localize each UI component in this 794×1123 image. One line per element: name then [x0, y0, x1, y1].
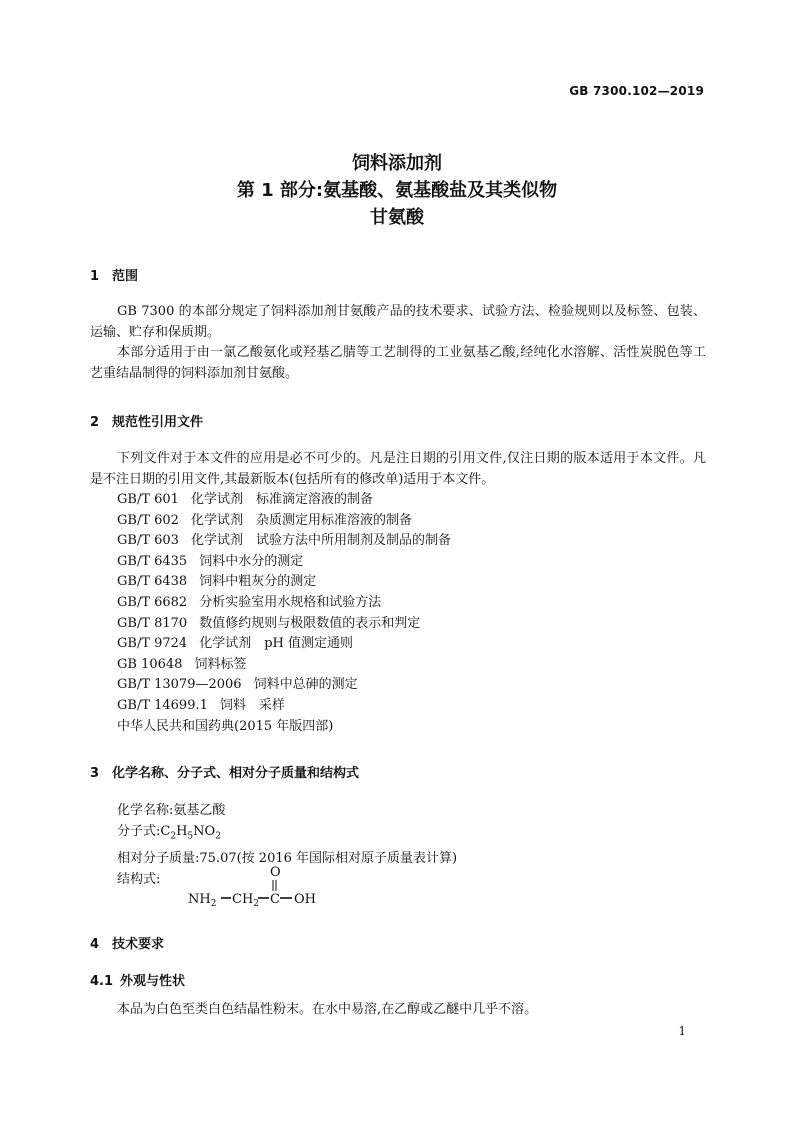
reference-code: GB/T 14699.1 [117, 697, 208, 713]
reference-title: 饲料中水分的测定 [199, 553, 304, 569]
reference-item [117, 552, 451, 573]
reference-title: 化学试剂 pH 值测定通则 [199, 636, 354, 652]
methylene-group: $CH_2$ [232, 892, 260, 909]
molecular-weight-label: 相对分子质量: [117, 850, 200, 866]
section-3-heading [90, 762, 359, 781]
section-title: 规范性引用文件 [112, 415, 204, 430]
reference-item [117, 717, 451, 738]
section-1-paragraph-2: 本部分适用于由一氯乙酸氨化或羟基乙腈等工艺制得的工业氨基乙酸,经纯化水溶解、活性炭脱色等工艺重结晶制得的饲料添加剂甘氨酸。 [90, 345, 706, 381]
reference-code: GB/T 6435 [117, 553, 188, 569]
reference-title: 饲料中总砷的测定 [253, 677, 358, 693]
chemical-name-label: 化学名称: [117, 803, 174, 818]
reference-title: 饲料 采样 [219, 697, 285, 713]
section-title: 化学名称、分子式、相对分子质量和结构式 [112, 766, 360, 781]
section-4-1-paragraph: 本品为白色至类白色结晶性粉末。在水中易溶,在乙醇或乙醚中几乎不溶。 [117, 1002, 538, 1017]
section-1-paragraph-1: GB 7300 的本部分规定了饲料添加剂甘氨酸产品的技术要求、试验方法、检验规则以及标签、包装、运输、贮存和保质期。 [90, 304, 706, 340]
subsection-4-1-heading [90, 970, 185, 989]
title-line-2: 第 1 部分:氨基酸、氨基酸盐及其类似物 [236, 180, 558, 201]
reference-code: GB/T 603 [117, 533, 179, 549]
reference-item [117, 593, 451, 614]
molecular-formula [160, 824, 221, 842]
reference-code: GB/T 8170 [117, 615, 188, 631]
reference-code: GB 10648 [117, 656, 183, 672]
section-2-heading [90, 411, 203, 430]
reference-item [117, 531, 451, 552]
reference-code: GB/T 6682 [117, 594, 188, 610]
formula-no: NO [193, 824, 216, 839]
molecular-weight-value: 75.07(按 2016 年国际相对原子质量表计算) [199, 850, 458, 866]
formula-c-subscript: 2 [170, 831, 177, 842]
reference-title: 化学试剂 杂质测定用标准溶液的制备 [190, 512, 412, 528]
reference-code: GB/T 6438 [117, 574, 188, 590]
reference-code: GB/T 601 [117, 492, 179, 507]
title-line-1: 饲料添加剂 [352, 153, 442, 174]
reference-list [117, 490, 451, 737]
standard-number: GB 7300.102—2019 [569, 84, 704, 98]
reference-title: 中华人民共和国药典(2015 年版四部) [117, 718, 334, 734]
document-title [0, 150, 794, 231]
section-title: 范围 [112, 269, 139, 284]
formula-h: H [176, 824, 188, 839]
section-number: 3 [90, 766, 100, 781]
reference-code: GB/T 602 [117, 512, 179, 528]
formula-c: C [160, 824, 171, 839]
section-number: 4 [90, 937, 100, 952]
chemical-name-value: 氨基乙酸 [173, 803, 226, 818]
section-title: 技术要求 [112, 937, 165, 952]
reference-code: GB/T 9724 [117, 636, 188, 652]
carbonyl-carbon: C [270, 892, 280, 907]
page-number: 1 [678, 1024, 686, 1038]
section-number: 1 [90, 269, 100, 284]
reference-item [117, 675, 451, 696]
structural-formula [180, 858, 340, 910]
reference-title: 化学试剂 试验方法中所用制剂及制品的制备 [190, 533, 451, 549]
molecular-formula-line [117, 821, 457, 848]
title-line-3: 甘氨酸 [370, 207, 424, 228]
reference-item [117, 572, 451, 593]
carbonyl-oxygen: O [270, 865, 281, 880]
formula-o-subscript: 2 [215, 831, 221, 842]
reference-title: 数值修约规则与极限数值的表示和判定 [199, 615, 421, 631]
amino-group: $NH_2$ [188, 892, 217, 909]
reference-item [117, 490, 451, 511]
section-1-heading [90, 265, 138, 284]
reference-title: 饲料标签 [194, 656, 247, 672]
hydroxyl-group: OH [294, 892, 316, 907]
section-4-heading [90, 933, 164, 952]
reference-item [117, 696, 451, 717]
reference-code: GB/T 13079—2006 [117, 677, 242, 693]
reference-item [117, 634, 451, 655]
molecular-formula-label: 分子式: [117, 824, 161, 839]
reference-title: 分析实验室用水规格和试验方法 [199, 594, 382, 610]
structure-label: 结构式: [117, 871, 161, 887]
reference-title: 化学试剂 标准滴定溶液的制备 [190, 492, 373, 507]
section-2-intro: 下列文件对于本文件的应用是必不可少的。凡是注日期的引用文件,仅注日期的版本适用于本文件。凡是不注日期的引用文件,其最新版本(包括所有的修改单)适用于本文件。 [90, 451, 706, 487]
section-number: 2 [90, 415, 100, 430]
reference-title: 饲料中粗灰分的测定 [199, 574, 317, 590]
reference-item [117, 511, 451, 532]
reference-item [117, 614, 451, 635]
formula-h-subscript: 5 [187, 831, 194, 842]
chemical-name-line [117, 800, 457, 821]
subsection-title: 外观与性状 [120, 974, 186, 989]
subsection-number: 4.1 [90, 974, 114, 989]
reference-item [117, 655, 451, 676]
